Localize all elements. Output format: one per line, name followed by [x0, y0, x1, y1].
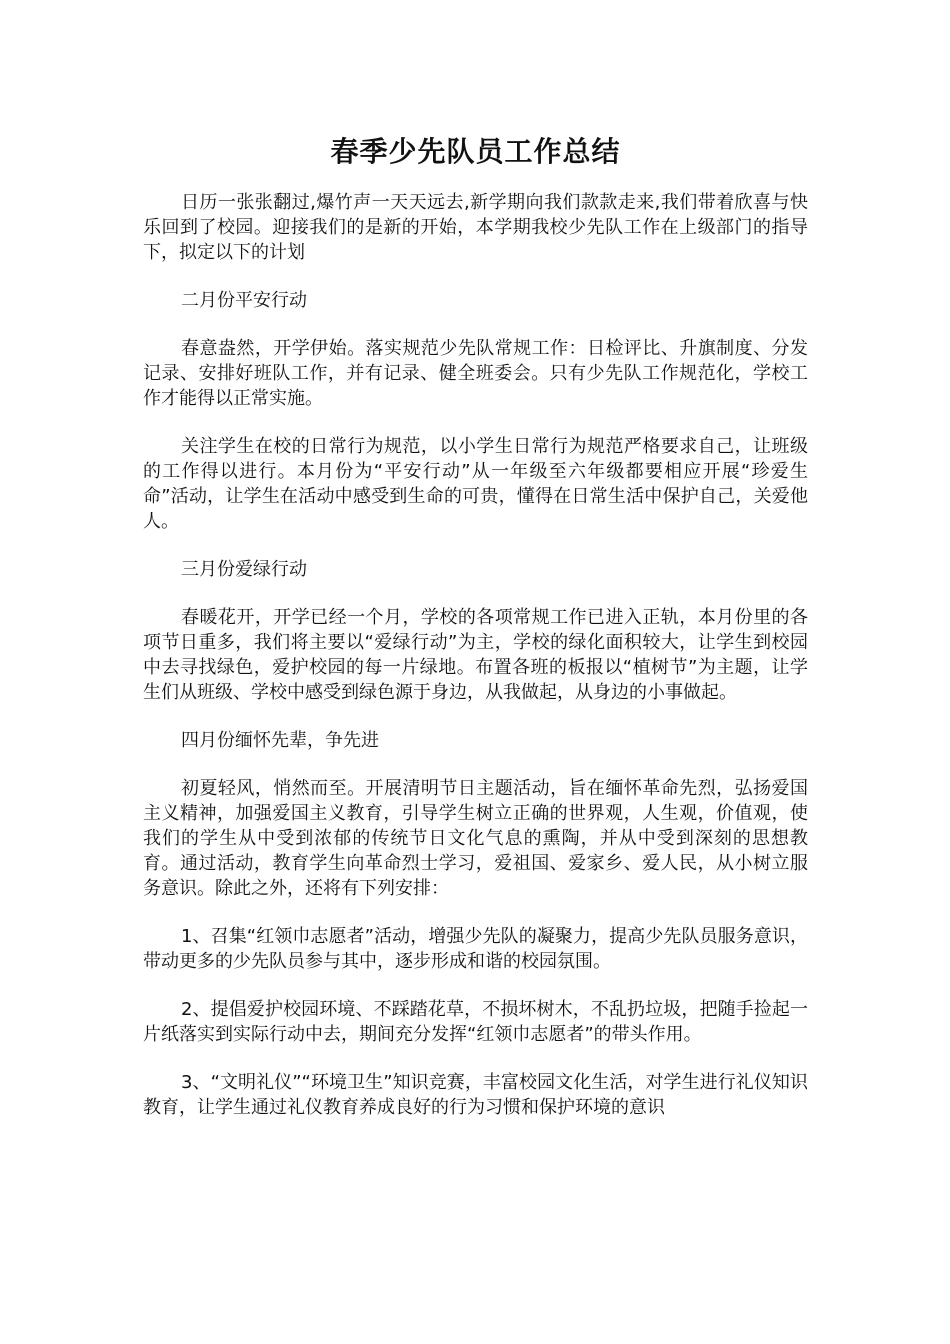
april-paragraph: 初夏轻风，悄然而至。开展清明节日主题活动，旨在缅怀革命先烈，弘扬爱国主义精神，加强爱国主义教育，引导学生树立正确的世界观，人生观，价值观，使我们的学生从中受到浓郁的传统节日文化气息的熏陶，并从中受到深刻的思想教育。通过活动，教育学生向革命烈士学习，爱祖国、爱家乡、爱人民，从小树立服务意识。除此之外，还将有下列安排：: [143, 778, 808, 899]
section-heading-february: 二月份平安行动: [181, 290, 307, 311]
section-heading-march: 三月份爱绿行动: [181, 559, 307, 580]
document-page: [143, 130, 808, 1143]
february-paragraph-1: 春意盎然，开学伊始。落实规范少先队常规工作：日检评比、升旗制度、分发记录、安排好班队工作，并有记录、健全班委会。只有少先队工作规范化，学校工作才能得以正常实施。: [143, 338, 808, 409]
list-item-3: 3、“文明礼仪”“环境卫生”知识竞赛，丰富校园文化生活，对学生进行礼仪知识教育，让学生通过礼仪教育养成良好的行为习惯和保护环境的意识: [143, 1072, 808, 1118]
intro-paragraph: 日历一张张翻过,爆竹声一天天远去,新学期向我们款款走来,我们带着欣喜与快乐回到了校园。迎接我们的是新的开始，本学期我校少先队工作在上级部门的指导下，拟定以下的计划: [143, 192, 808, 263]
list-item-2: 2、提倡爱护校园环境、不踩踏花草，不损坏树木，不乱扔垃圾，把随手捡起一片纸落实到实际行动中去，期间充分发挥“红领巾志愿者”的带头作用。: [143, 999, 808, 1045]
document-title: 春季少先队员工作总结: [330, 135, 621, 168]
list-item-1: 1、召集“红领巾志愿者”活动，增强少先队的凝聚力，提高少先队员服务意识，带动更多的少先队员参与其中，逐步形成和谐的校园氛围。: [143, 926, 808, 972]
march-paragraph: 春暖花开，开学已经一个月，学校的各项常规工作已进入正轨，本月份里的各项节日重多，我们将主要以“爱绿行动”为主，学校的绿化面积较大，让学生到校园中去寻找绿色，爱护校园的每一片绿地。布置各班的板报以“植树节”为主题，让学生们从班级、学校中感受到绿色源于身边，从我做起，从身边的小事做起。: [143, 607, 808, 703]
section-heading-april: 四月份缅怀先辈，争先进: [181, 730, 379, 751]
february-paragraph-2: 关注学生在校的日常行为规范，以小学生日常行为规范严格要求自己，让班级的工作得以进行。本月份为“平安行动”从一年级至六年级都要相应开展“珍爱生命”活动，让学生在活动中感受到生命的可贵，懂得在日常生活中保护自己，关爱他人。: [143, 436, 808, 532]
